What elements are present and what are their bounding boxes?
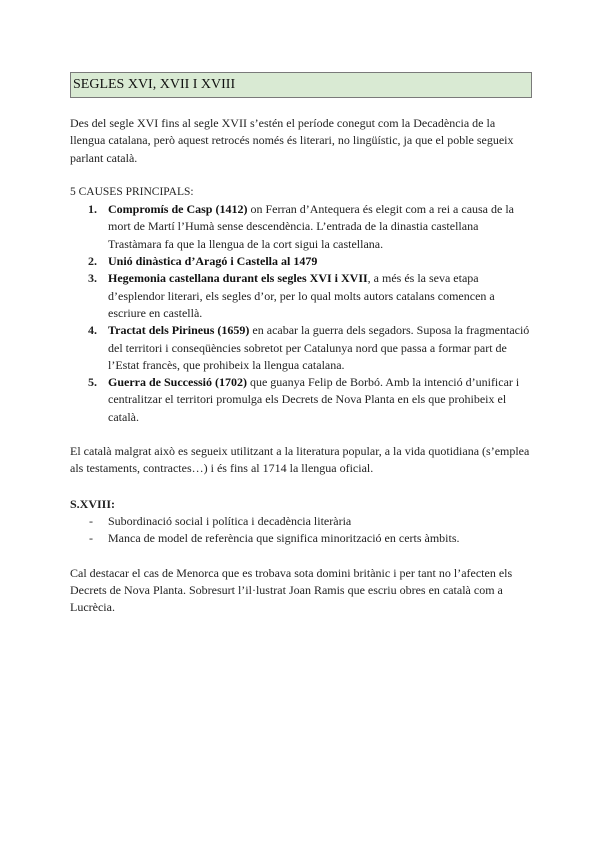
sxviii-item	[70, 530, 532, 547]
cause-bold: Tractat dels Pirineus (1659)	[108, 323, 250, 338]
cause-text: que guanya Felip de Borbó. Amb la intenció d’unificar i centralitzar el territori promulga els Decrets de Nova Planta en els que prohibeix el català.	[108, 375, 520, 424]
cause-text: on Ferran d’Antequera és elegit com a rei a causa de la mort de Martí l’Humà sense descendència. L’entrada de la dinastia castellana Trastàmara fa que la llengua de la cort sigui la castellana.	[108, 202, 514, 251]
cause-number: 4.	[88, 323, 97, 338]
cause-item	[70, 374, 532, 426]
cause-text: , a més és la seva etapa d’esplendor literari, els segles d’or, per lo qual molts autors catalans comencen a escriure en castellà.	[108, 271, 495, 320]
cause-bold: Guerra de Successió (1702)	[108, 375, 247, 390]
cause-text: en acabar la guerra dels segadors. Suposa la fragmentació del territori i conseqüències sobretot per Catalunya nord que passa a formar part de l’Estat francès, que prohibeix la llengua catalana.	[108, 323, 530, 372]
cause-bold: Unió dinàstica d’Aragó i Castella al 1479	[108, 254, 318, 269]
sxviii-heading: S.XVIII:	[70, 496, 116, 511]
menorca-paragraph: Cal destacar el cas de Menorca que es trobava sota domini britànic i per tant no l’afecten els Decrets de Nova Planta. Sobresurt l’il·lustrat Joan Ramis que escriu obres en català com a Lucrècia.	[70, 565, 513, 615]
cause-item	[70, 322, 532, 374]
section-title: SEGLES XVI, XVII I XVIII	[73, 77, 236, 92]
section-title-box	[70, 72, 532, 98]
cause-item	[70, 270, 532, 322]
dash-marker: -	[89, 531, 93, 546]
sxviii-list	[70, 513, 532, 548]
intro-paragraph: Des del segle XVI fins al segle XVII s’estén el període conegut com la Decadència de la llengua catalana, però aquest retrocés només és literari, no lingüístic, ja que el poble segueix parlant català.	[70, 116, 514, 165]
cause-item	[70, 253, 532, 270]
cause-number: 2.	[88, 254, 97, 269]
document-page	[70, 72, 532, 616]
causes-list	[70, 201, 532, 426]
cause-number: 1.	[88, 202, 97, 217]
sxviii-item-text: Subordinació social i política i decadència literària	[108, 513, 352, 528]
cause-bold: Compromís de Casp (1412)	[108, 202, 248, 217]
sxviii-item	[70, 513, 532, 530]
popular-use-paragraph: El català malgrat això es segueix utilitzant a la literatura popular, a la vida quotidiana (s’emplea als testaments, contractes…) i és fins al 1714 la llengua oficial.	[70, 444, 530, 476]
dash-marker: -	[89, 513, 93, 528]
cause-number: 3.	[88, 271, 97, 286]
cause-number: 5.	[88, 375, 97, 390]
sxviii-item-text: Manca de model de referència que significa minorització en certs àmbits.	[108, 531, 460, 546]
causes-heading: 5 CAUSES PRINCIPALS:	[70, 185, 194, 198]
cause-item	[70, 201, 532, 253]
cause-bold: Hegemonia castellana durant els segles XVI i XVII	[108, 271, 368, 286]
